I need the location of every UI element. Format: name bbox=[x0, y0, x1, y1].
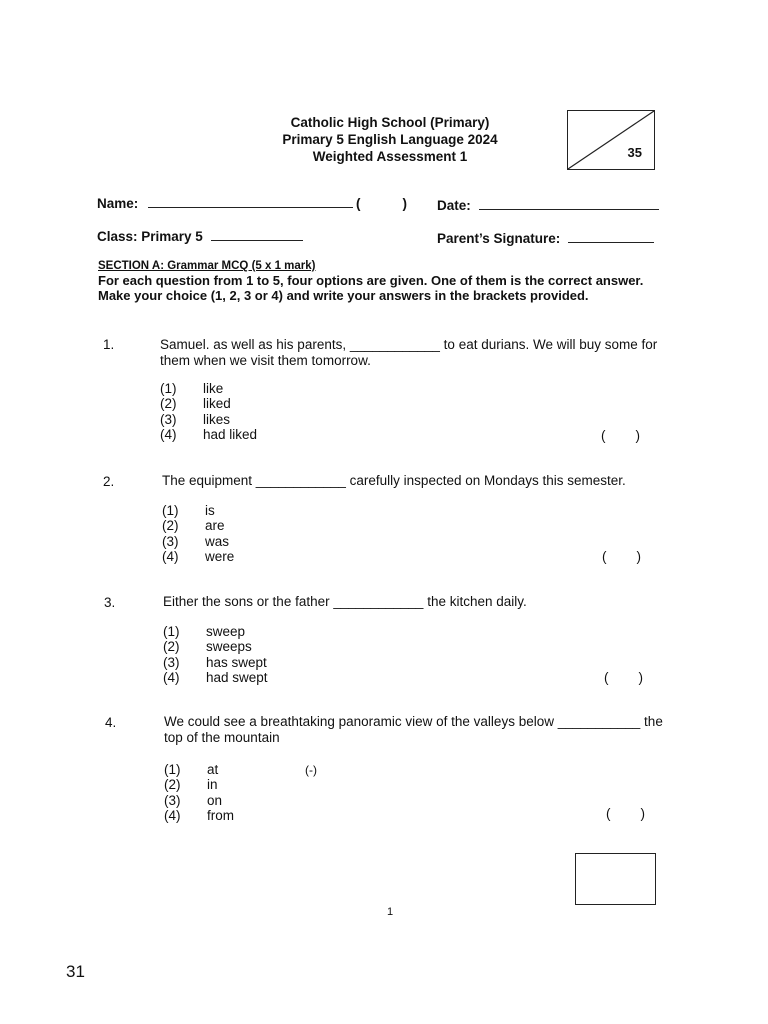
option-number: (1) bbox=[164, 762, 181, 777]
option-number: (3) bbox=[162, 533, 179, 549]
option-text: had swept bbox=[206, 669, 268, 685]
option-text: sweep bbox=[206, 624, 246, 639]
option-number: (3) bbox=[163, 654, 180, 670]
bracket-open: ( bbox=[606, 806, 611, 821]
option-text: in bbox=[207, 777, 218, 793]
bracket-close: ) bbox=[635, 428, 640, 443]
question-text: Samuel. as well as his parents, ____________ to eat durians. We will buy some for them when we visit them tomorrow. bbox=[160, 337, 658, 368]
option-text: are bbox=[205, 518, 225, 534]
subject-title: Primary 5 English Language 2024 bbox=[282, 132, 498, 147]
question-text: Either the sons or the father ____________ the kitchen daily. bbox=[163, 594, 527, 609]
score-total: 35 bbox=[627, 145, 642, 160]
date-row bbox=[437, 197, 659, 213]
option-item bbox=[160, 381, 257, 396]
question-number: 4. bbox=[105, 715, 117, 730]
option-number: (4) bbox=[160, 426, 177, 442]
option-text: had liked bbox=[203, 426, 258, 442]
option-item bbox=[162, 503, 234, 518]
bracket-close: ) bbox=[636, 549, 641, 564]
option-text: is bbox=[205, 503, 215, 518]
option-number: (3) bbox=[164, 792, 181, 808]
score-box bbox=[567, 110, 655, 170]
bracket-close: ) bbox=[638, 670, 643, 685]
option-number: (1) bbox=[162, 503, 179, 518]
date-label: Date: bbox=[437, 198, 471, 213]
question-text: The equipment ____________ carefully inspected on Mondays this semester. bbox=[162, 473, 626, 488]
option-text: like bbox=[203, 381, 224, 396]
date-blank[interactable] bbox=[479, 197, 659, 210]
option-number: (2) bbox=[162, 518, 179, 534]
option-item bbox=[164, 762, 234, 777]
school-name: Catholic High School (Primary) bbox=[290, 115, 490, 130]
question-number: 1. bbox=[103, 337, 115, 352]
option-item bbox=[163, 670, 268, 685]
option-text: on bbox=[207, 792, 223, 808]
name-row: Name: ( ) bbox=[97, 196, 408, 211]
section-instructions: For each question from 1 to 5, four options are given. One of them is the correct answer. Make your choice (1, 2, 3 or 4) and write your answers in the brackets provided. bbox=[98, 273, 644, 303]
stray-mark: (-) bbox=[305, 763, 317, 777]
option-text: was bbox=[205, 533, 230, 549]
option-text: at bbox=[207, 762, 219, 777]
option-text: liked bbox=[203, 396, 231, 412]
option-text: sweeps bbox=[206, 639, 252, 655]
answer-bracket[interactable] bbox=[604, 670, 643, 685]
option-number: (2) bbox=[160, 396, 177, 412]
name-label: Name: bbox=[97, 196, 139, 211]
option-list bbox=[164, 762, 234, 823]
option-text: from bbox=[207, 807, 234, 823]
assessment-title: Weighted Assessment 1 bbox=[312, 149, 468, 164]
option-list bbox=[162, 503, 234, 564]
option-text: likes bbox=[203, 411, 231, 427]
bracket-open: ( bbox=[601, 428, 606, 443]
answer-bracket[interactable] bbox=[606, 806, 645, 821]
option-item bbox=[160, 427, 257, 442]
score-box-diagonal bbox=[568, 111, 654, 169]
name-blank[interactable] bbox=[148, 195, 353, 208]
option-item bbox=[164, 793, 234, 808]
option-item bbox=[162, 518, 234, 533]
option-item bbox=[160, 396, 257, 411]
score-entry-box[interactable] bbox=[575, 853, 656, 905]
option-item bbox=[164, 808, 234, 823]
question-number: 3. bbox=[104, 595, 116, 610]
option-number: (4) bbox=[164, 807, 181, 823]
option-text: were bbox=[205, 548, 235, 564]
page-number: 1 bbox=[386, 906, 394, 918]
option-item bbox=[163, 655, 268, 670]
footer-page-number: 31 bbox=[66, 962, 85, 981]
option-number: (2) bbox=[163, 639, 180, 655]
option-list bbox=[163, 624, 268, 685]
option-number: (1) bbox=[163, 624, 180, 639]
signature-blank[interactable] bbox=[568, 230, 654, 243]
bracket-close: ) bbox=[640, 806, 645, 821]
option-number: (1) bbox=[160, 381, 177, 396]
option-item bbox=[163, 639, 268, 654]
option-text: has swept bbox=[206, 654, 267, 670]
question-text: We could see a breathtaking panoramic view of the valleys below ___________ the top of the mountain bbox=[164, 714, 663, 745]
class-row bbox=[97, 228, 303, 244]
bracket-open: ( bbox=[604, 670, 609, 685]
option-item bbox=[160, 412, 257, 427]
answer-bracket[interactable] bbox=[601, 428, 640, 443]
section-title: SECTION A: Grammar MCQ (5 x 1 mark) bbox=[98, 260, 316, 272]
option-number: (4) bbox=[162, 548, 179, 564]
option-item bbox=[162, 534, 234, 549]
class-label: Class: Primary 5 bbox=[97, 229, 203, 244]
option-list bbox=[160, 381, 257, 442]
class-blank[interactable] bbox=[211, 228, 303, 241]
signature-row bbox=[437, 230, 654, 246]
option-item bbox=[164, 777, 234, 792]
option-number: (2) bbox=[164, 777, 181, 793]
question-number: 2. bbox=[103, 474, 115, 489]
option-item bbox=[162, 549, 234, 564]
bracket-open: ( bbox=[602, 549, 607, 564]
option-number: (3) bbox=[160, 411, 177, 427]
option-number: (4) bbox=[163, 669, 180, 685]
answer-bracket[interactable] bbox=[602, 549, 641, 564]
option-item bbox=[163, 624, 268, 639]
signature-label: Parent’s Signature: bbox=[437, 231, 561, 246]
